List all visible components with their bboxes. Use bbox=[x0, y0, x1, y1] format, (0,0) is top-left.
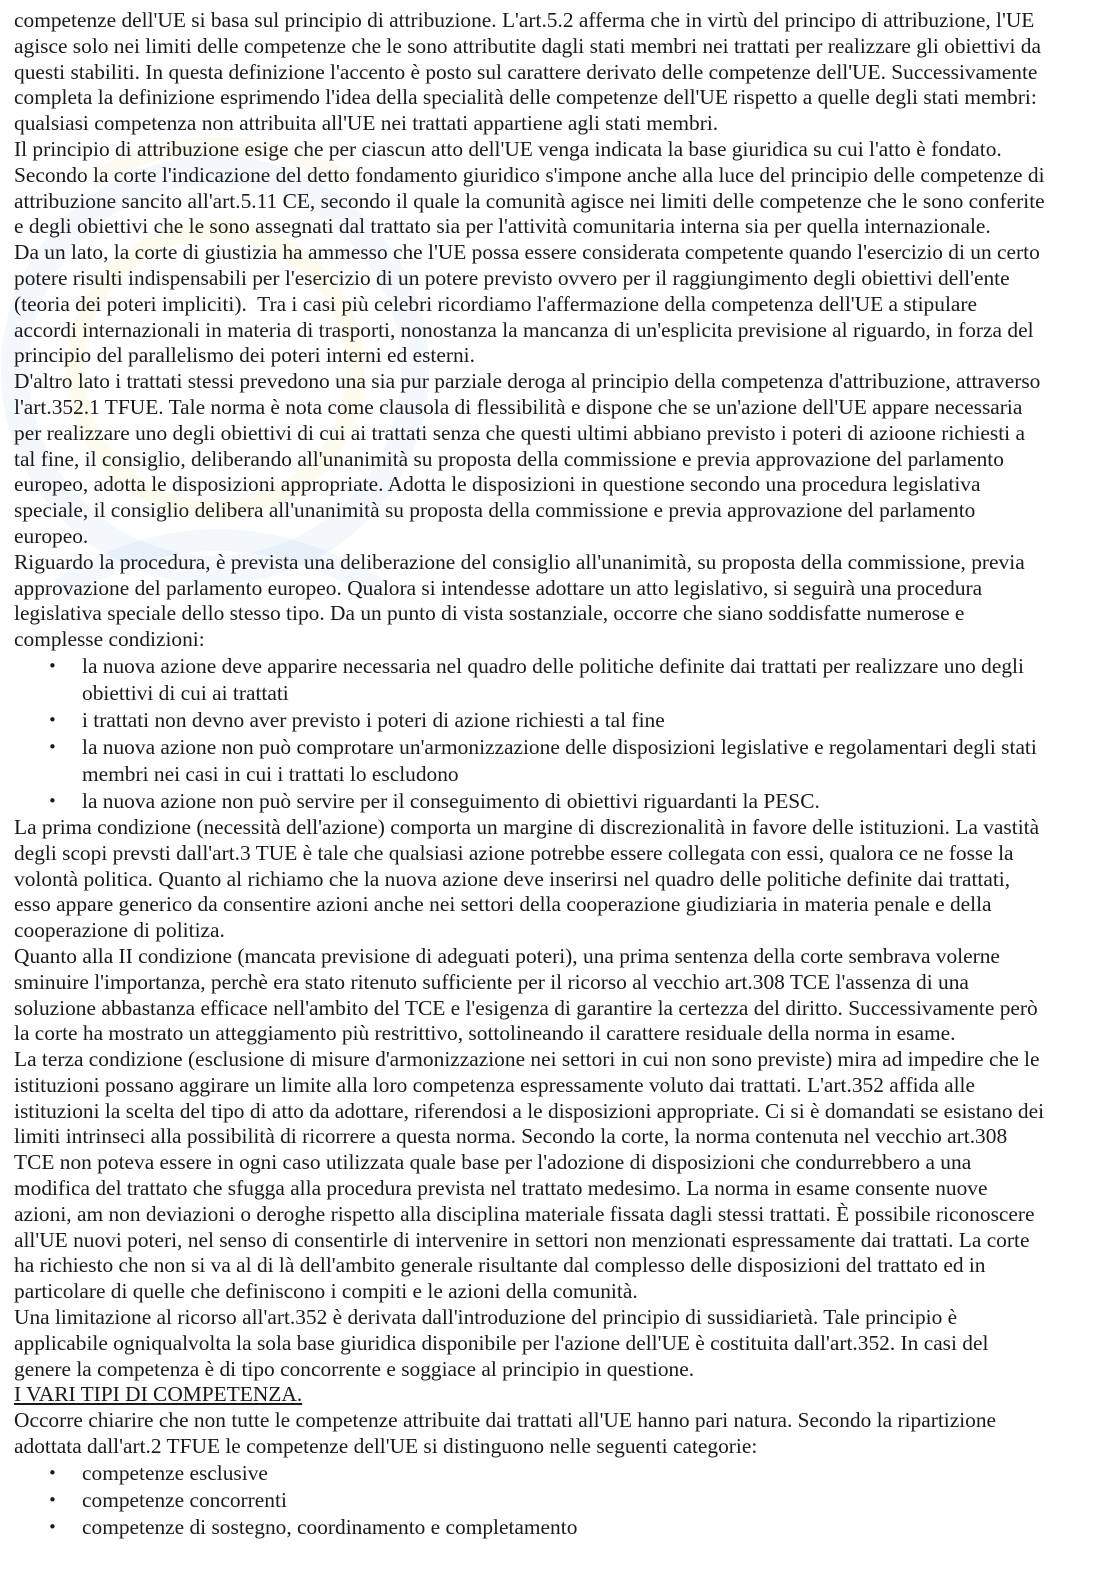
bullet-icon bbox=[48, 1514, 57, 1541]
text-line: esso appare generico da consentire azioni anche nei settori della cooperazione giudiziaria in materia penale e della bbox=[14, 892, 992, 917]
text-line: Riguardo la procedura, è prevista una deliberazione del consiglio all'unanimità, su proposta della commissione, previa bbox=[14, 549, 1025, 574]
text-line: all'UE nuovi poteri, nel senso di consentirle di intervenire in settori non menzionati espressamente dai trattati. La corte bbox=[14, 1227, 1030, 1252]
text-line: Occorre chiarire che non tutte le competenze attribuite dai trattati all'UE hanno pari natura. Secondo la ripartizione bbox=[14, 1408, 997, 1433]
text-line: obiettivi di cui ai trattati bbox=[82, 680, 289, 705]
text-line: (teoria dei poteri impliciti). Tra i casi più celebri ricordiamo l'affermazione della competenza dell'UE a stipulare bbox=[14, 291, 977, 316]
bullet-icon bbox=[48, 653, 57, 680]
bullet-icon bbox=[48, 707, 57, 734]
paragraph bbox=[14, 8, 1110, 137]
text-line: competenze dell'UE si basa sul principio di attribuzione. L'art.5.2 afferma che in virtù del principo di attribuzione, l'UE bbox=[14, 8, 1035, 32]
text-line: l'art.352.1 TFUE. Tale norma è nota come clausola di flessibilità e dispone che se un'azione dell'UE appare necessaria bbox=[14, 394, 1023, 419]
text-line: istituzioni possano aggirare un limite alla loro competenza espressamente voluto dai trattati. L'art.352 affida alle bbox=[14, 1072, 975, 1097]
text-line: Il principio di attribuzione esige che per ciascun atto dell'UE venga indicata la base giuridica su cui l'atto è fondato. bbox=[14, 136, 1002, 161]
paragraph bbox=[14, 550, 1110, 653]
text-line: competenze esclusive bbox=[82, 1460, 268, 1485]
text-line: azioni, am non deviazioni o deroghe rispetto alla disciplina materiale fissata dagli stessi trattati. È possibile riconoscere bbox=[14, 1201, 1035, 1226]
text-line: e degli obiettivi che le sono assegnati dal trattato sia per l'attività comunitaria interna sia per quella internazionale. bbox=[14, 214, 991, 239]
paragraph bbox=[14, 240, 1110, 369]
text-line: istituzioni la scelta del tipo di atto da adottare, riferendosi a le disposizioni appropriate. Ci si è domandati se esistano dei bbox=[14, 1098, 1045, 1123]
text-line: tal fine, il consiglio, deliberando all'unanimità su proposta della commissione e previa approvazione del parlamento bbox=[14, 446, 1004, 471]
text-line: sminuire l'importanza, perchè era stato ritenuto sufficiente per il ricorso al vecchio art.308 TCE l'assenza di una bbox=[14, 969, 969, 994]
list-item bbox=[14, 653, 1110, 707]
text-line: degli scopi prevsti dall'art.3 TUE è tale che qualsiasi azione potrebbe essere collegata con essi, qualora ce ne fosse la bbox=[14, 840, 1014, 865]
list-item bbox=[14, 788, 1110, 815]
section-heading-text: I VARI TIPI DI COMPETENZA. bbox=[14, 1382, 303, 1407]
paragraph bbox=[14, 137, 1110, 240]
text-line: europeo. bbox=[14, 523, 89, 548]
text-line: Una limitazione al ricorso all'art.352 è derivata dall'introduzione del principio di sussidiarietà. Tale principio è bbox=[14, 1305, 958, 1330]
list-item bbox=[14, 1460, 1110, 1487]
text-line: applicabile ogniqualvolta la sola base giuridica disponibile per l'azione dell'UE è costituita dall'art.352. In casi del bbox=[14, 1330, 989, 1355]
list-item bbox=[14, 1514, 1110, 1541]
bullet-icon bbox=[48, 1460, 57, 1487]
paragraph bbox=[14, 1047, 1110, 1305]
text-line: La prima condizione (necessità dell'azione) comporta un margine di discrezionalità in favore delle istituzioni. La vastità bbox=[14, 814, 1040, 839]
text-line: D'altro lato i trattati stessi prevedono una sia pur parziale deroga al principio della competenza d'attribuzione, attraverso bbox=[14, 369, 1041, 394]
text-line: complesse condizioni: bbox=[14, 627, 205, 652]
text-line: la nuova azione deve apparire necessaria nel quadro delle politiche definite dai trattati per realizzare uno degli bbox=[82, 653, 1024, 678]
text-line: i trattati non devno aver previsto i poteri di azione richiesti a tal fine bbox=[82, 707, 665, 732]
bullet-icon bbox=[48, 1487, 57, 1514]
categories-list bbox=[14, 1460, 1110, 1541]
bullet-icon bbox=[48, 734, 57, 761]
text-line: Da un lato, la corte di giustizia ha ammesso che l'UE possa essere considerata competente quando l'esercizio di un certo bbox=[14, 240, 1040, 265]
text-line: speciale, il consiglio delibera all'unanimità su proposta della commissione e previa approvazione del parlamento bbox=[14, 498, 976, 523]
text-line: la corte ha mostrato un atteggiamento più restrittivo, sottolineando il carattere residuale della norma in esame. bbox=[14, 1021, 956, 1046]
paragraph bbox=[14, 815, 1110, 944]
text-line: limiti intrinseci alla possibilità di ricorrere a questa norma. Secondo la corte, la norma contenuta nel vecchio art.308 bbox=[14, 1124, 1008, 1149]
list-item bbox=[14, 734, 1110, 788]
section-heading-block bbox=[14, 1382, 1110, 1408]
text-line: volontà politica. Quanto al richiamo che la nuova azione deve inserirsi nel quadro delle politiche definite dai trattati, bbox=[14, 866, 1011, 891]
section-heading bbox=[14, 1382, 1110, 1408]
paragraph bbox=[14, 369, 1110, 550]
text-line: agisce solo nei limiti delle competenze che le sono attributite dagli stati membri nei trattati per realizzare gli obiettivi da bbox=[14, 33, 1041, 58]
paragraph bbox=[14, 944, 1110, 1047]
text-line: particolare di quelle che definiscono i compiti e le azioni della comunità. bbox=[14, 1279, 638, 1304]
text-line: adottata dall'art.2 TFUE le competenze dell'UE si distinguono nelle seguenti categorie: bbox=[14, 1434, 758, 1459]
list-item bbox=[14, 707, 1110, 734]
text-line: TCE non poteva essere in ogni caso utilizzata quale base per l'adozione di disposizioni che condurrebbero a una bbox=[14, 1150, 972, 1175]
text-line: genere la competenza è di tipo concorrente e soggiace al principio in questione. bbox=[14, 1356, 695, 1381]
text-line: soluzione abbastanza efficace nell'ambito del TCE e l'esigenza di garantire la certezza del diritto. Successivamente però bbox=[14, 995, 1038, 1020]
text-line: questi stabiliti. In questa definizione l'accento è posto sul carattere derivato delle competenze dell'UE. Successivamente bbox=[14, 59, 1038, 84]
text-line: competenze concorrenti bbox=[82, 1487, 287, 1512]
conditions-list bbox=[14, 653, 1110, 815]
text-line: attribuzione sancito all'art.5.11 CE, secondo il quale la comunità agisce nei limiti delle competenze che le sono conferite bbox=[14, 188, 1045, 213]
text-line: qualsiasi competenza non attribuita all'UE nei trattati appartiene agli stati membri. bbox=[14, 111, 719, 136]
text-line: completa la definizione esprimendo l'idea della specialità delle competenze dell'UE rispetto a quelle degli stati membri: bbox=[14, 85, 1037, 110]
text-line: cooperazione di politiza. bbox=[14, 918, 225, 943]
text-line: ha richiesto che non si va al di là dell'ambito generale risultante dal complesso delle disposizioni del trattato ed in bbox=[14, 1253, 986, 1278]
text-line: accordi internazionali in materia di trasporti, nonostanza la mancanza di un'esplicita previsione al riguardo, in forza del bbox=[14, 317, 1034, 342]
text-line: principio del parallelismo dei poteri interni ed esterni. bbox=[14, 343, 475, 368]
bullet-icon bbox=[48, 788, 57, 815]
text-line: per realizzare uno degli obiettivi di cui ai trattati senza che questi ultimi abbiano previsto i poteri di azioone richiesti a bbox=[14, 420, 1025, 445]
text-line: modifica del trattato che sfugga alla procedura prevista nel trattato medesimo. La norma in esame consente nuove bbox=[14, 1176, 988, 1201]
text-line: La terza condizione (esclusione di misure d'armonizzazione nei settori in cui non sono previste) mira ad impedire che le bbox=[14, 1047, 1040, 1072]
list-item bbox=[14, 1487, 1110, 1514]
text-line: la nuova azione non può comprotare un'armonizzazione delle disposizioni legislative e regolamentari degli stati bbox=[82, 734, 1037, 759]
paragraph bbox=[14, 1408, 1110, 1460]
text-line: Quanto alla II condizione (mancata previsione di adeguati poteri), una prima sentenza della corte sembrava volerne bbox=[14, 943, 1000, 968]
text-line: membri nei casi in cui i trattati lo escludono bbox=[82, 761, 459, 786]
document-page bbox=[14, 8, 1110, 1541]
text-line: potere risulti indispensabili per l'esercizio di un potere previsto ovvero per il raggiungimento degli obiettivi dell'ente bbox=[14, 265, 1010, 290]
text-line: approvazione del parlamento europeo. Qualora si intendesse adottare un atto legislativo, si seguirà una procedura bbox=[14, 575, 983, 600]
text-line: legislativa speciale dello stesso tipo. Da un punto di vista sostanziale, occorre che siano soddisfatte numerose e bbox=[14, 601, 965, 626]
paragraph bbox=[14, 1305, 1110, 1382]
text-line: Secondo la corte l'indicazione del detto fondamento giuridico s'impone anche alla luce del principio delle competenze di bbox=[14, 162, 1045, 187]
text-line: la nuova azione non può servire per il conseguimento di obiettivi riguardanti la PESC. bbox=[82, 788, 820, 813]
text-line: europeo, adotta le disposizioni appropriate. Adotta le disposizioni in questione secondo una procedura legislativa bbox=[14, 472, 981, 497]
text-line: competenze di sostegno, coordinamento e completamento bbox=[82, 1514, 578, 1539]
